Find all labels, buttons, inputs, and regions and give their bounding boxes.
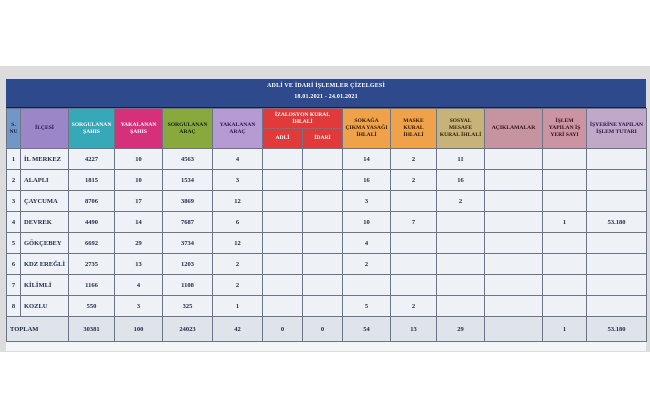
cell-maske xyxy=(391,275,437,296)
cell-sokaga-cikma: 2 xyxy=(343,254,391,275)
cell-isyeri-tutari xyxy=(587,170,647,191)
col-header-aciklamalar: AÇIKLAMALAR xyxy=(485,109,543,149)
cell-yakalanan-arac: 1 xyxy=(213,296,263,317)
col-header-yakalanan-arac: YAKALANAN ARAÇ xyxy=(213,109,263,149)
cell-islem-yeri xyxy=(543,149,587,170)
cell-adli xyxy=(263,233,303,254)
cell-no: 8 xyxy=(7,296,21,317)
cell-idari xyxy=(303,149,343,170)
cell-ilce: İL MERKEZ xyxy=(21,149,69,170)
cell-idari xyxy=(303,233,343,254)
total-yakalanan-arac: 42 xyxy=(213,317,263,342)
cell-no: 6 xyxy=(7,254,21,275)
totals-row xyxy=(7,317,647,342)
cell-isyeri-tutari xyxy=(587,149,647,170)
cell-idari xyxy=(303,254,343,275)
cell-adli xyxy=(263,149,303,170)
col-header-adli: ADLİ xyxy=(263,129,303,149)
col-header-islem-yeri: İŞLEM YAPILAN İŞ YERİ SAYI xyxy=(543,109,587,149)
cell-islem-yeri xyxy=(543,275,587,296)
col-header-ilce: İLÇESİ xyxy=(21,109,69,149)
cell-adli xyxy=(263,170,303,191)
cell-sosyal-mesafe xyxy=(437,275,485,296)
cell-sorgulanan-arac: 1108 xyxy=(163,275,213,296)
table-row xyxy=(7,254,647,275)
date-range: 18.01.2021 - 24.01.2021 xyxy=(294,94,358,100)
cell-no: 7 xyxy=(7,275,21,296)
cell-sokaga-cikma xyxy=(343,275,391,296)
col-header-sno: S. NU xyxy=(7,109,21,149)
cell-idari xyxy=(303,170,343,191)
cell-sorgulanan-arac: 4563 xyxy=(163,149,213,170)
table-row xyxy=(7,149,647,170)
cell-sosyal-mesafe xyxy=(437,233,485,254)
cell-isyeri-tutari: 53.180 xyxy=(587,212,647,233)
spreadsheet xyxy=(6,79,646,351)
cell-sosyal-mesafe xyxy=(437,254,485,275)
total-adli: 0 xyxy=(263,317,303,342)
cell-sokaga-cikma: 3 xyxy=(343,191,391,212)
col-header-maske: MASKE KURAL İHLALİ xyxy=(391,109,437,149)
cell-adli xyxy=(263,191,303,212)
cell-maske: 7 xyxy=(391,212,437,233)
cell-isyeri-tutari xyxy=(587,233,647,254)
cell-sorgulanan-sahis: 1166 xyxy=(69,275,115,296)
cell-sokaga-cikma: 14 xyxy=(343,149,391,170)
cell-idari xyxy=(303,191,343,212)
cell-sosyal-mesafe: 11 xyxy=(437,149,485,170)
cell-aciklamalar xyxy=(485,191,543,212)
cell-yakalanan-sahis: 14 xyxy=(115,212,163,233)
cell-adli xyxy=(263,212,303,233)
cell-maske xyxy=(391,233,437,254)
cell-adli xyxy=(263,296,303,317)
total-yakalanan-sahis: 100 xyxy=(115,317,163,342)
col-header-sokaga-cikma: SOKAĞA ÇIKMA YASAĞI İHLALİ xyxy=(343,109,391,149)
cell-isyeri-tutari xyxy=(587,275,647,296)
total-islem-yeri: 1 xyxy=(543,317,587,342)
cell-sorgulanan-sahis: 2735 xyxy=(69,254,115,275)
cell-adli xyxy=(263,275,303,296)
cell-sorgulanan-arac: 3869 xyxy=(163,191,213,212)
col-header-yakalanan-sahis: YAKALANAN ŞAHIS xyxy=(115,109,163,149)
total-sorgulanan-arac: 24023 xyxy=(163,317,213,342)
cell-isyeri-tutari xyxy=(587,254,647,275)
cell-maske: 2 xyxy=(391,149,437,170)
cell-idari xyxy=(303,296,343,317)
cell-sokaga-cikma: 5 xyxy=(343,296,391,317)
cell-islem-yeri xyxy=(543,170,587,191)
cell-islem-yeri: 1 xyxy=(543,212,587,233)
table-row xyxy=(7,212,647,233)
cell-no: 2 xyxy=(7,170,21,191)
table-row xyxy=(7,170,647,191)
cell-sorgulanan-sahis: 8706 xyxy=(69,191,115,212)
cell-ilce: KDZ EREĞLİ xyxy=(21,254,69,275)
cell-aciklamalar xyxy=(485,170,543,191)
col-header-isyeri-tutari: İŞYERİNE YAPILAN İŞLEM TUTARI xyxy=(587,109,647,149)
cell-islem-yeri xyxy=(543,191,587,212)
cell-aciklamalar xyxy=(485,233,543,254)
table-row xyxy=(7,233,647,254)
col-header-sorgulanan-sahis: SORGULANAN ŞAHIS xyxy=(69,109,115,149)
cell-yakalanan-sahis: 17 xyxy=(115,191,163,212)
cell-aciklamalar xyxy=(485,254,543,275)
cell-sorgulanan-arac: 325 xyxy=(163,296,213,317)
total-aciklamalar xyxy=(485,317,543,342)
cell-sokaga-cikma: 4 xyxy=(343,233,391,254)
cell-maske: 2 xyxy=(391,296,437,317)
cell-sosyal-mesafe: 2 xyxy=(437,191,485,212)
cell-maske xyxy=(391,254,437,275)
total-sokaga-cikma: 54 xyxy=(343,317,391,342)
cell-sorgulanan-sahis: 4227 xyxy=(69,149,115,170)
cell-sokaga-cikma: 16 xyxy=(343,170,391,191)
cell-yakalanan-arac: 2 xyxy=(213,275,263,296)
cell-isyeri-tutari xyxy=(587,296,647,317)
cell-yakalanan-arac: 6 xyxy=(213,212,263,233)
cell-aciklamalar xyxy=(485,212,543,233)
cell-aciklamalar xyxy=(485,275,543,296)
table-row xyxy=(7,191,647,212)
total-sosyal-mesafe: 29 xyxy=(437,317,485,342)
operations-table xyxy=(6,108,647,342)
total-idari: 0 xyxy=(303,317,343,342)
cell-aciklamalar xyxy=(485,296,543,317)
cell-islem-yeri xyxy=(543,254,587,275)
total-sorgulanan-sahis: 30381 xyxy=(69,317,115,342)
cell-ilce: GÖKÇEBEY xyxy=(21,233,69,254)
title-bar xyxy=(6,79,646,109)
totals-label: TOPLAM xyxy=(7,317,69,342)
cell-yakalanan-sahis: 4 xyxy=(115,275,163,296)
cell-sosyal-mesafe xyxy=(437,212,485,233)
cell-yakalanan-sahis: 13 xyxy=(115,254,163,275)
cell-aciklamalar xyxy=(485,149,543,170)
cell-yakalanan-arac: 12 xyxy=(213,233,263,254)
cell-ilce: KİLİMLİ xyxy=(21,275,69,296)
total-isyeri-tutari: 53.180 xyxy=(587,317,647,342)
cell-yakalanan-sahis: 29 xyxy=(115,233,163,254)
cell-no: 3 xyxy=(7,191,21,212)
cell-ilce: DEVREK xyxy=(21,212,69,233)
cell-sorgulanan-sahis: 1815 xyxy=(69,170,115,191)
cell-yakalanan-sahis: 10 xyxy=(115,170,163,191)
col-header-sosyal-mesafe: SOSYAL MESAFE KURAL İHLALİ xyxy=(437,109,485,149)
cell-no: 4 xyxy=(7,212,21,233)
col-header-idari: İDARİ xyxy=(303,129,343,149)
cell-maske: 2 xyxy=(391,170,437,191)
cell-sorgulanan-sahis: 4490 xyxy=(69,212,115,233)
cell-yakalanan-sahis: 10 xyxy=(115,149,163,170)
table-row xyxy=(7,296,647,317)
cell-sorgulanan-sahis: 550 xyxy=(69,296,115,317)
cell-yakalanan-arac: 2 xyxy=(213,254,263,275)
cell-islem-yeri xyxy=(543,233,587,254)
cell-no: 5 xyxy=(7,233,21,254)
cell-yakalanan-arac: 4 xyxy=(213,149,263,170)
cell-ilce: ALAPLI xyxy=(21,170,69,191)
cell-sosyal-mesafe: 16 xyxy=(437,170,485,191)
cell-idari xyxy=(303,212,343,233)
cell-sorgulanan-arac: 1203 xyxy=(163,254,213,275)
total-maske: 13 xyxy=(391,317,437,342)
cell-sorgulanan-arac: 3734 xyxy=(163,233,213,254)
cell-idari xyxy=(303,275,343,296)
cell-isyeri-tutari xyxy=(587,191,647,212)
cell-ilce: KOZLU xyxy=(21,296,69,317)
cell-maske xyxy=(391,191,437,212)
cell-sorgulanan-sahis: 6692 xyxy=(69,233,115,254)
cell-sosyal-mesafe xyxy=(437,296,485,317)
cell-yakalanan-sahis: 3 xyxy=(115,296,163,317)
cell-islem-yeri xyxy=(543,296,587,317)
page-title: ADLİ VE İDARİ İŞLEMLER ÇİZELGESİ xyxy=(267,83,385,89)
cell-yakalanan-arac: 3 xyxy=(213,170,263,191)
cell-ilce: ÇAYCUMA xyxy=(21,191,69,212)
cell-sokaga-cikma: 10 xyxy=(343,212,391,233)
cell-no: 1 xyxy=(7,149,21,170)
col-header-sorgulanan-arac: SORGULANAN ARAÇ xyxy=(163,109,213,149)
col-header-izolasyon: İZALOSYON KURAL İHLALİ xyxy=(263,109,343,129)
cell-yakalanan-arac: 12 xyxy=(213,191,263,212)
table-row xyxy=(7,275,647,296)
cell-adli xyxy=(263,254,303,275)
cell-sorgulanan-arac: 7687 xyxy=(163,212,213,233)
cell-sorgulanan-arac: 1534 xyxy=(163,170,213,191)
